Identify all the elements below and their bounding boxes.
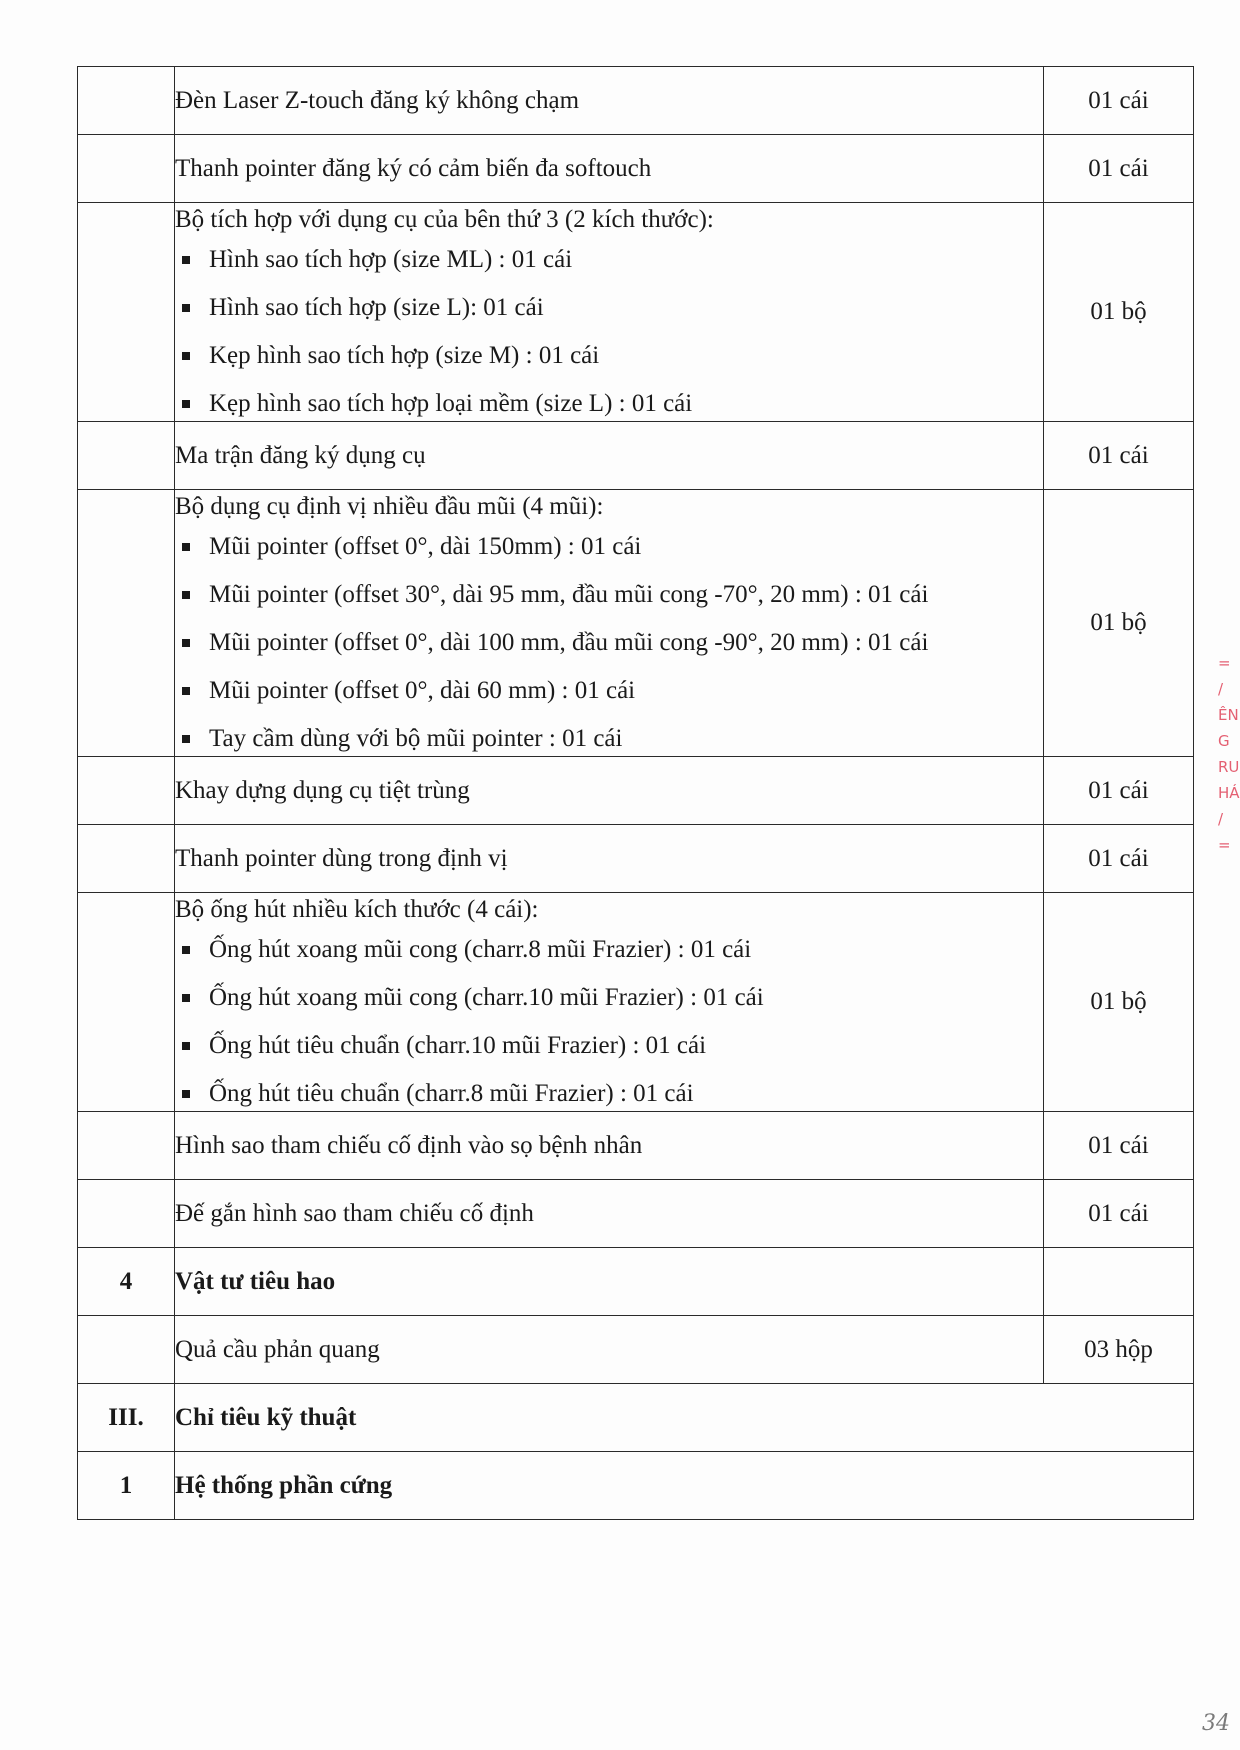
list-item: Mũi pointer (offset 0°, dài 100 mm, đầu mũi cong -90°, 20 mm) : 01 cái	[175, 626, 1043, 660]
section-number: 1	[78, 1452, 175, 1520]
section-number: 4	[78, 1248, 175, 1316]
item-quantity: 01 cái	[1044, 67, 1194, 135]
row-number	[78, 422, 175, 490]
list-item: Hình sao tích hợp (size ML) : 01 cái	[175, 243, 1043, 277]
group-title: Bộ dụng cụ định vị nhiều đầu mũi (4 mũi):	[175, 493, 604, 520]
row-number	[78, 825, 175, 893]
page-number: 34	[1202, 1711, 1230, 1736]
row-number	[78, 893, 175, 1112]
group-title: Bộ ống hút nhiều kích thước (4 cái):	[175, 896, 539, 923]
table-row	[78, 757, 1194, 825]
section-heading: Vật tư tiêu hao	[175, 1248, 1044, 1316]
table-row-group	[78, 490, 1194, 757]
item-quantity: 03 hộp	[1044, 1316, 1194, 1384]
list-item: Ống hút xoang mũi cong (charr.8 mũi Frazier) : 01 cái	[175, 933, 1043, 967]
section-row	[78, 1384, 1194, 1452]
section-heading: Chỉ tiêu kỹ thuật	[175, 1384, 1194, 1452]
item-quantity: 01 cái	[1044, 825, 1194, 893]
list-item: Ống hút tiêu chuẩn (charr.10 mũi Frazier) : 01 cái	[175, 1029, 1043, 1063]
item-quantity: 01 bộ	[1044, 490, 1194, 757]
group-title: Bộ tích hợp với dụng cụ của bên thứ 3 (2 kích thước):	[175, 206, 714, 233]
item-quantity: 01 cái	[1044, 422, 1194, 490]
table-row-group	[78, 893, 1194, 1112]
equipment-spec-table	[77, 66, 1194, 1520]
row-number	[78, 67, 175, 135]
item-quantity: 01 cái	[1044, 135, 1194, 203]
item-description: Quả cầu phản quang	[175, 1316, 1044, 1384]
section-number: III.	[78, 1384, 175, 1452]
item-description: Khay dựng dụng cụ tiệt trùng	[175, 757, 1044, 825]
section-heading: Hệ thống phần cứng	[175, 1452, 1194, 1520]
table-row-group	[78, 203, 1194, 422]
item-quantity: 01 cái	[1044, 1112, 1194, 1180]
list-item: Ống hút tiêu chuẩn (charr.8 mũi Frazier) : 01 cái	[175, 1077, 1043, 1111]
item-description: Ma trận đăng ký dụng cụ	[175, 422, 1044, 490]
row-number	[78, 1180, 175, 1248]
item-quantity: 01 cái	[1044, 1180, 1194, 1248]
row-number	[78, 757, 175, 825]
row-number	[78, 490, 175, 757]
list-item: Mũi pointer (offset 0°, dài 150mm) : 01 cái	[175, 530, 1043, 564]
table-row	[78, 1180, 1194, 1248]
list-item: Mũi pointer (offset 0°, dài 60 mm) : 01 cái	[175, 674, 1043, 708]
bullet-list	[175, 933, 1043, 1111]
item-group	[175, 893, 1044, 1112]
list-item: Kẹp hình sao tích hợp (size M) : 01 cái	[175, 339, 1043, 373]
row-number	[78, 1112, 175, 1180]
table-row	[78, 135, 1194, 203]
table-row	[78, 67, 1194, 135]
table-row	[78, 1316, 1194, 1384]
bullet-list	[175, 530, 1043, 756]
item-description: Đèn Laser Z-touch đăng ký không chạm	[175, 67, 1044, 135]
table-row	[78, 825, 1194, 893]
list-item: Tay cầm dùng với bộ mũi pointer : 01 cái	[175, 722, 1043, 756]
section-row	[78, 1452, 1194, 1520]
row-number	[78, 203, 175, 422]
bullet-list	[175, 243, 1043, 421]
item-description: Thanh pointer đăng ký có cảm biến đa softouch	[175, 135, 1044, 203]
row-number	[78, 135, 175, 203]
item-quantity	[1044, 1248, 1194, 1316]
table-row	[78, 1112, 1194, 1180]
row-number	[78, 1316, 175, 1384]
table-row	[78, 422, 1194, 490]
list-item: Hình sao tích hợp (size L): 01 cái	[175, 291, 1043, 325]
item-description: Đế gắn hình sao tham chiếu cố định	[175, 1180, 1044, 1248]
red-stamp-fragment: = / ÊN G RU HÁ / =	[1218, 654, 1240, 854]
item-description: Hình sao tham chiếu cố định vào sọ bệnh nhân	[175, 1112, 1044, 1180]
item-description: Thanh pointer dùng trong định vị	[175, 825, 1044, 893]
item-group	[175, 203, 1044, 422]
section-row	[78, 1248, 1194, 1316]
item-group	[175, 490, 1044, 757]
list-item: Kẹp hình sao tích hợp loại mềm (size L) : 01 cái	[175, 387, 1043, 421]
item-quantity: 01 bộ	[1044, 893, 1194, 1112]
item-quantity: 01 bộ	[1044, 203, 1194, 422]
list-item: Mũi pointer (offset 30°, dài 95 mm, đầu mũi cong -70°, 20 mm) : 01 cái	[175, 578, 1043, 612]
list-item: Ống hút xoang mũi cong (charr.10 mũi Frazier) : 01 cái	[175, 981, 1043, 1015]
item-quantity: 01 cái	[1044, 757, 1194, 825]
